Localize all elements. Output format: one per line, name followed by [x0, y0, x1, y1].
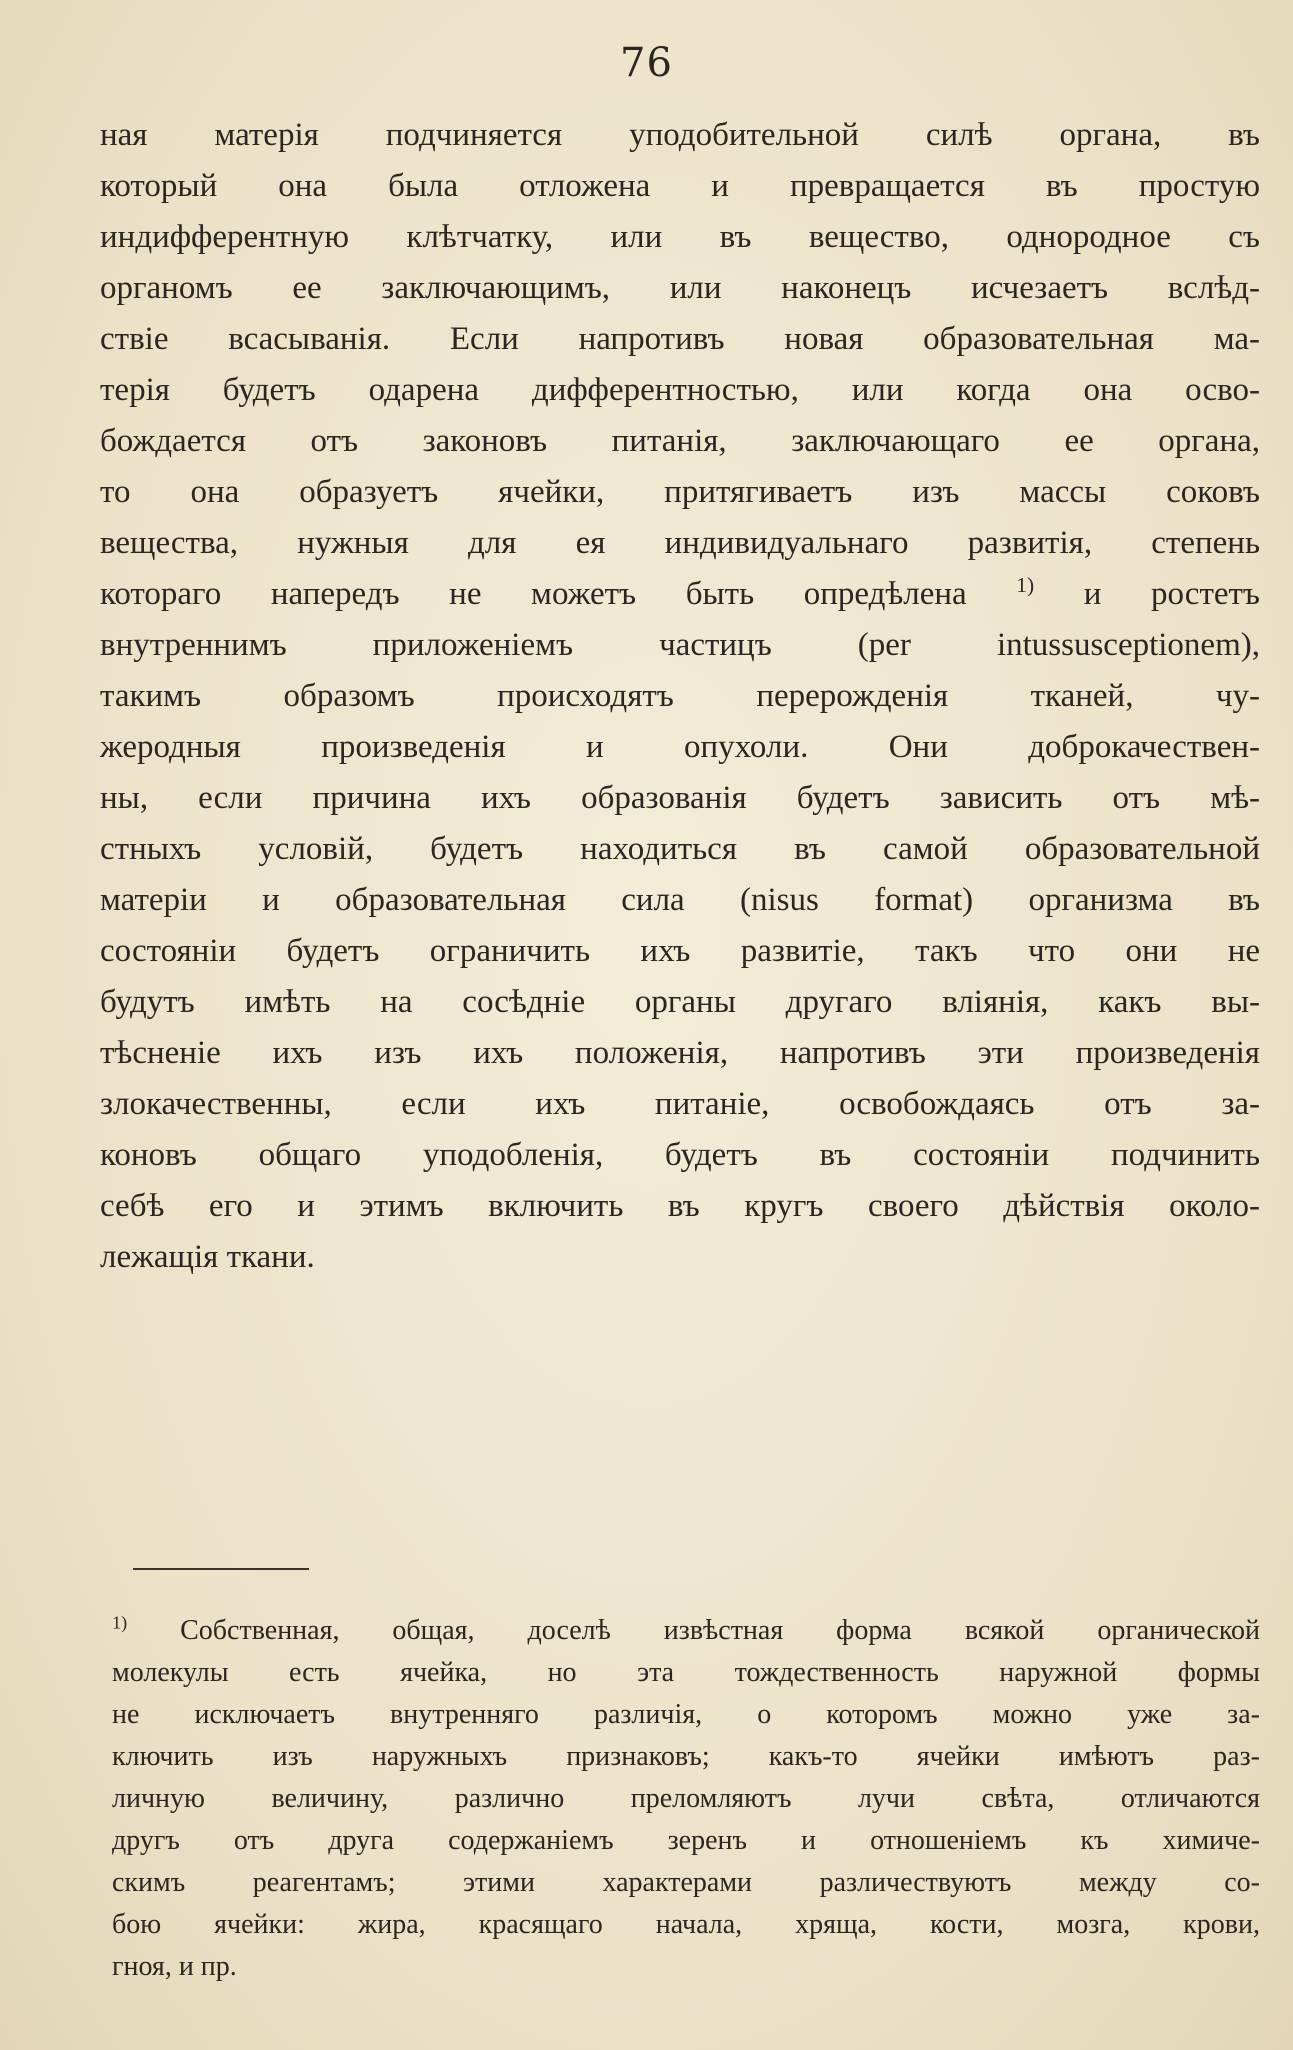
text-line: вещества, нужныя для ея индивидуальнаго развитія, степень	[100, 525, 1260, 561]
text-line: состояніи будетъ ограничить ихъ развитіе, такъ что они не	[100, 933, 1260, 969]
text-line: ствіе всасыванія. Если напротивъ новая образовательная ма-	[100, 321, 1260, 357]
footnote-line: ключить изъ наружныхъ признаковъ; какъ-то ячейки имѣютъ раз-	[112, 1741, 1260, 1772]
text-line: то она образуетъ ячейки, притягиваетъ изъ массы соковъ	[100, 474, 1260, 510]
text-line: лежащія ткани.	[100, 1239, 315, 1275]
text-line: тѣсненіе ихъ изъ ихъ положенія, напротивъ эти произведенія	[100, 1035, 1260, 1071]
body-text	[100, 110, 1260, 1283]
text-line: который она была отложена и превращается въ простую	[100, 168, 1260, 204]
text-segment: Собственная, общая, доселѣ извѣстная форма всякой органической	[180, 1615, 1260, 1646]
text-line: стныхъ условій, будетъ находиться въ самой образовательной	[100, 831, 1260, 867]
footnote-line: гноя, и пр.	[112, 1951, 237, 1982]
text-line: такимъ образомъ происходятъ перерожденія тканей, чу-	[100, 678, 1260, 714]
text-line: индифферентную клѣтчатку, или въ вещество, однородное съ	[100, 219, 1260, 255]
footnote-line: бою ячейки: жира, красящаго начала, хряща, кости, мозга, крови,	[112, 1909, 1260, 1940]
footnote-line: личную величину, различно преломляютъ лучи свѣта, отличаются	[112, 1783, 1260, 1814]
footnote-line: не исключаетъ внутренняго различія, о которомъ можно уже за-	[112, 1699, 1260, 1730]
footnote-line: скимъ реагентамъ; этими характерами различествуютъ между со-	[112, 1867, 1260, 1898]
footnote	[112, 1610, 1260, 1988]
text-line: жеродныя произведенія и опухоли. Они доброкачествен-	[100, 729, 1260, 765]
footnote-separator	[133, 1568, 309, 1570]
text-line: бождается отъ законовъ питанія, заключающаго ее органа,	[100, 423, 1260, 459]
footnote-reference: 1)	[1016, 573, 1035, 597]
text-line: матеріи и образовательная сила (nisus format) организма въ	[100, 882, 1260, 918]
text-line: ная матерія подчиняется уподобительной силѣ органа, въ	[100, 117, 1260, 153]
footnote-line: другъ отъ друга содержаніемъ зеренъ и отношеніемъ къ химиче-	[112, 1825, 1260, 1856]
footnote-line: молекулы есть ячейка, но эта тождественность наружной формы	[112, 1657, 1260, 1688]
text-line: внутреннимъ приложеніемъ частицъ (per intussusceptionem),	[100, 627, 1260, 663]
footnote-marker: 1)	[112, 1612, 128, 1633]
text-line: ны, если причина ихъ образованія будетъ зависить отъ мѣ-	[100, 780, 1260, 816]
text-line: коновъ общаго уподобленія, будетъ въ состояніи подчинить	[100, 1137, 1260, 1173]
text-segment: и ростетъ	[1034, 576, 1260, 612]
text-segment: котораго напередъ не можетъ быть опредѣлена	[100, 576, 967, 612]
text-line-with-footnote-ref	[100, 569, 1260, 620]
text-line: будутъ имѣть на сосѣдніе органы другаго вліянія, какъ вы-	[100, 984, 1260, 1020]
text-line: терія будетъ одарена дифферентностью, или когда она осво-	[100, 372, 1260, 408]
text-line: злокачественны, если ихъ питаніе, освобождаясь отъ за-	[100, 1086, 1260, 1122]
page-number: 76	[620, 40, 673, 86]
text-line: органомъ ее заключающимъ, или наконецъ исчезаетъ вслѣд-	[100, 270, 1260, 306]
footnote-line	[112, 1610, 1260, 1652]
text-line: себѣ его и этимъ включить въ кругъ своего дѣйствія около-	[100, 1188, 1260, 1224]
